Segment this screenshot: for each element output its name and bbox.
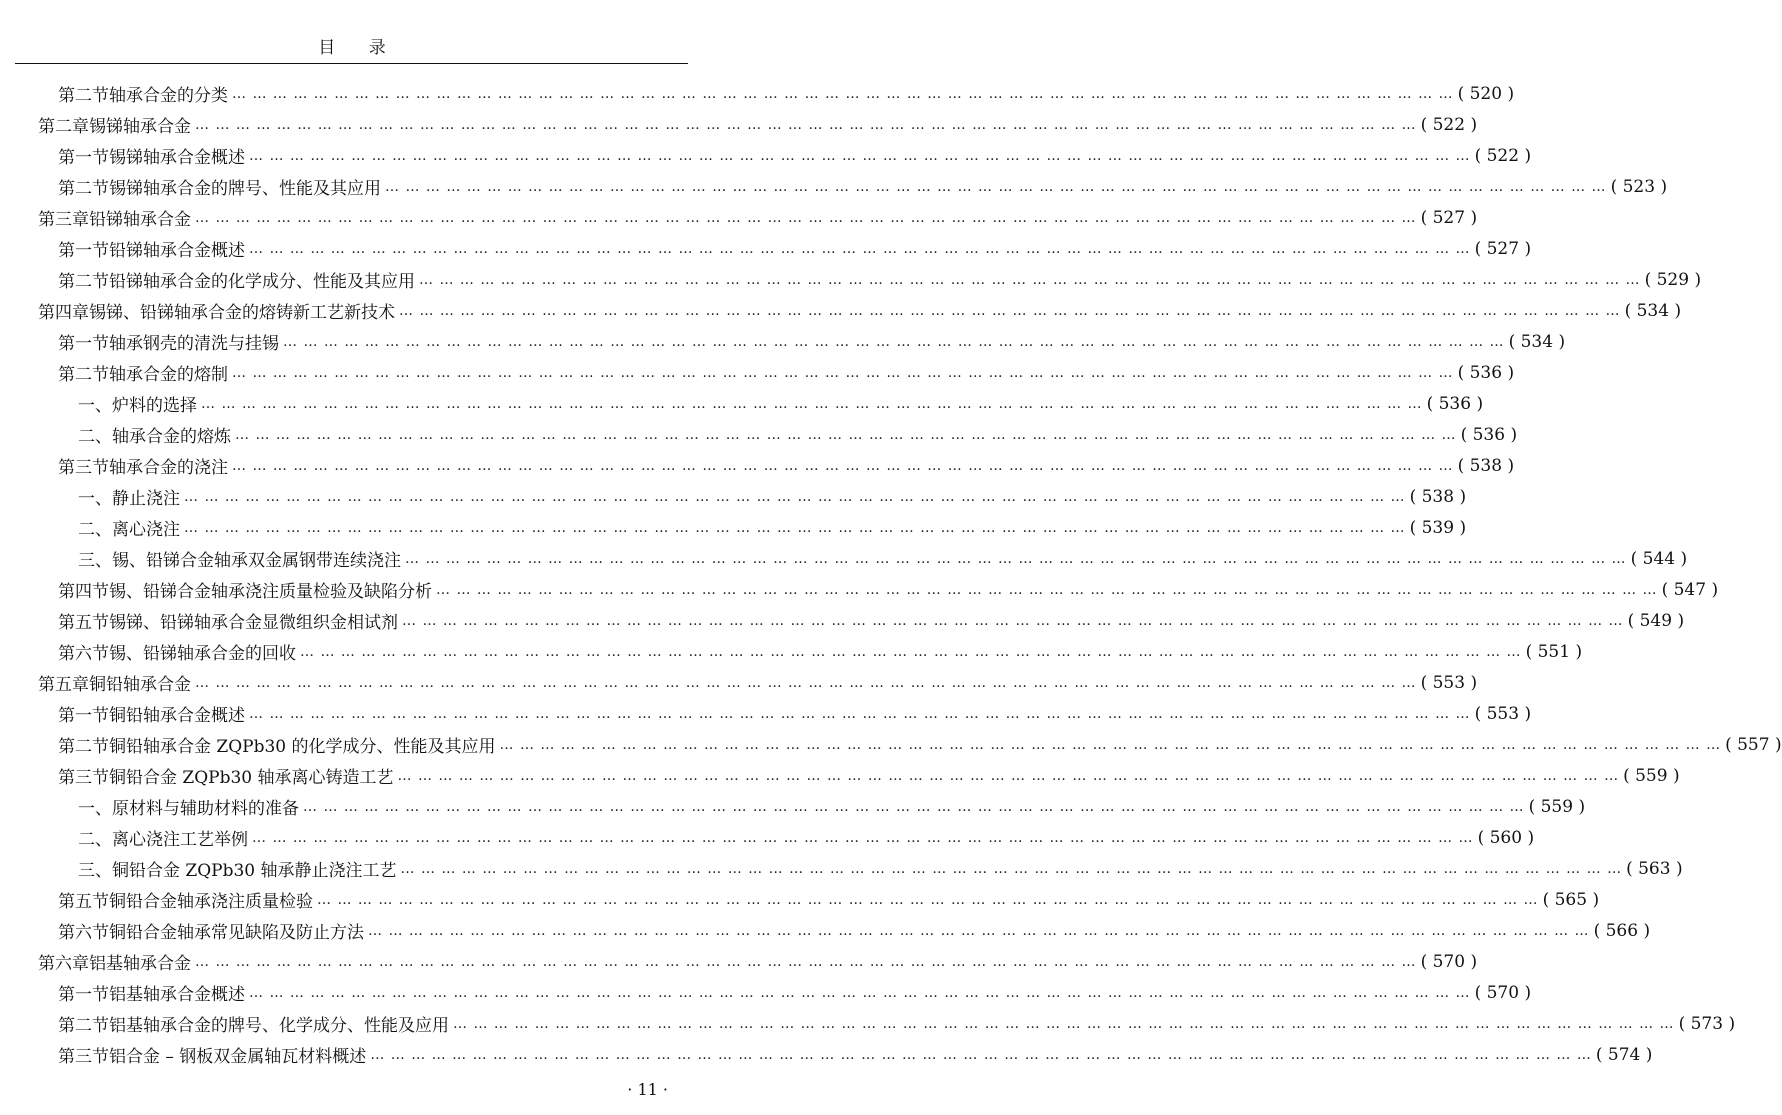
toc-entry-number: 第六节	[58, 644, 109, 664]
toc-entry-page: ( 520 )	[1457, 83, 1515, 104]
toc-entry-page: ( 539 )	[1409, 517, 1467, 538]
toc-dot-leader: … … … … … … … … … … … … … … … … … … … … … … … … … … … … … … … … … … … … … … … … … … … … … … … … … … … … … … … … … … … …	[201, 395, 1423, 412]
toc-dot-leader: … … … … … … … … … … … … … … … … … … … … … … … … … … … … … … … … … … … … … … … … … … … … … … … … … … … … … … … … … … … …	[370, 1046, 1592, 1063]
toc-dot-leader: … … … … … … … … … … … … … … … … … … … … … … … … … … … … … … … … … … … … … … … … … … … … … … … … … … … … … … … … … … … …	[385, 178, 1607, 195]
toc-entry-number: 第一节	[58, 706, 109, 726]
toc-entry-page: ( 570 )	[1474, 982, 1532, 1003]
toc-entry-title: 一、原材料与辅助材料的准备	[78, 799, 299, 819]
toc-entry-title: 铜铅轴承合金概述	[109, 706, 245, 726]
toc-dot-leader: … … … … … … … … … … … … … … … … … … … … … … … … … … … … … … … … … … … … … … … … … … … … … … … … … … … … … … … … … … … …	[402, 612, 1624, 629]
toc-dot-leader: … … … … … … … … … … … … … … … … … … … … … … … … … … … … … … … … … … … … … … … … … … … … … … … … … … … … … … … … … … … …	[368, 922, 1590, 939]
toc-entry-page: ( 534 )	[1624, 300, 1682, 321]
toc-entry[interactable]	[0, 326, 1566, 357]
toc-entry[interactable]	[0, 853, 1683, 884]
toc-entry[interactable]	[0, 140, 1532, 171]
toc-entry[interactable]	[0, 822, 1535, 853]
toc-entry-number: 第四章	[38, 303, 89, 323]
toc-entry[interactable]	[0, 1008, 1736, 1039]
toc-dot-leader: … … … … … … … … … … … … … … … … … … … … … … … … … … … … … … … … … … … … … … … … … … … … … … … … … … … … … … … … … … … …	[397, 767, 1620, 784]
toc-entry-title: 铅锑轴承合金概述	[109, 241, 245, 261]
toc-entry-page: ( 527 )	[1474, 238, 1532, 259]
toc-entry[interactable]	[0, 760, 1680, 791]
toc-entry-title: 铝基轴承合金的牌号、化学成分、性能及应用	[109, 1016, 449, 1036]
toc-entry-title: 铅锑轴承合金	[89, 210, 191, 230]
toc-entry-page: ( 559 )	[1528, 796, 1586, 817]
toc-entry-page: ( 563 )	[1626, 858, 1683, 879]
toc-entry-title: 轴承合金的熔制	[109, 365, 228, 385]
toc-dot-leader: … … … … … … … … … … … … … … … … … … … … … … … … … … … … … … … … … … … … … … … … … … … … … … … … … … … … … … … … … … … …	[283, 333, 1505, 350]
toc-entry-title: 一、炉料的选择	[78, 396, 197, 416]
toc-entry-title: 一、静止浇注	[78, 489, 180, 509]
toc-entry[interactable]	[0, 605, 1685, 636]
toc-entry-title: 二、离心浇注工艺举例	[78, 830, 248, 850]
toc-entry-number: 第六节	[58, 923, 109, 943]
toc-entry-title: 锡锑、铅锑轴承合金的熔铸新工艺新技术	[89, 303, 395, 323]
toc-dot-leader: … … … … … … … … … … … … … … … … … … … … … … … … … … … … … … … … … … … … … … … … … … … … … … … … … … … … … … … … … … … …	[400, 860, 1623, 877]
toc-entry-page: ( 536 )	[1457, 362, 1515, 383]
toc-entry-title: 锡、铅锑轴承合金的回收	[109, 644, 296, 664]
toc-dot-leader: … … … … … … … … … … … … … … … … … … … … … … … … … … … … … … … … … … … … … … … … … … … … … … … … … … … … … … … … … … … …	[232, 364, 1454, 381]
toc-dot-leader: … … … … … … … … … … … … … … … … … … … … … … … … … … … … … … … … … … … … … … … … … … … … … … … … … … … … … … … … … … … …	[195, 953, 1417, 970]
toc-dot-leader: … … … … … … … … … … … … … … … … … … … … … … … … … … … … … … … … … … … … … … … … … … … … … … … … … … … … … … … … … … … …	[499, 736, 1722, 753]
toc-entry[interactable]	[0, 450, 1515, 481]
toc-entry-number: 第三章	[38, 210, 89, 230]
toc-entry-page: ( 529 )	[1644, 269, 1702, 290]
toc-entry-page: ( 553 )	[1474, 703, 1532, 724]
toc-entry-number: 第五节	[58, 892, 109, 912]
toc-entry-number: 第一节	[58, 985, 109, 1005]
toc-entry-title: 轴承合金的分类	[109, 86, 228, 106]
toc-entry[interactable]	[0, 884, 1600, 915]
toc-entry-number: 第二章	[38, 117, 89, 137]
toc-entry-number: 第五节	[58, 613, 109, 633]
toc-entry-title: 铜铅合金轴承常见缺陷及防止方法	[109, 923, 364, 943]
toc-entry-page: ( 527 )	[1420, 207, 1478, 228]
toc-entry[interactable]	[0, 667, 1478, 698]
toc-entry-number: 第四节	[58, 582, 109, 602]
toc-entry[interactable]	[0, 791, 1586, 822]
page-header-title: 目 录	[318, 38, 400, 58]
toc-entry-page: ( 538 )	[1457, 455, 1515, 476]
toc-entry-number: 第五章	[38, 675, 89, 695]
toc-entry-number: 第二节	[58, 272, 109, 292]
toc-entry-page: ( 536 )	[1426, 393, 1484, 414]
toc-entry-number: 第三节	[58, 458, 109, 478]
toc-entry-page: ( 549 )	[1627, 610, 1685, 631]
toc-entry-title: 铜铅合金 ZQPb30 轴承离心铸造工艺	[109, 768, 394, 788]
toc-entry-title: 轴承钢壳的清洗与挂锡	[109, 334, 279, 354]
toc-entry[interactable]	[0, 512, 1467, 543]
toc-dot-leader: … … … … … … … … … … … … … … … … … … … … … … … … … … … … … … … … … … … … … … … … … … … … … … … … … … … … … … … … … … … …	[195, 674, 1417, 691]
toc-entry-title: 铅锑轴承合金的化学成分、性能及其应用	[109, 272, 415, 292]
toc-dot-leader: … … … … … … … … … … … … … … … … … … … … … … … … … … … … … … … … … … … … … … … … … … … … … … … … … … … … … … … … … … … …	[399, 302, 1621, 319]
toc-entry[interactable]	[0, 636, 1583, 667]
toc-entry-page: ( 565 )	[1542, 889, 1600, 910]
toc-entry-title: 铝合金 – 钢板双金属轴瓦材料概述	[109, 1047, 367, 1067]
toc-entry-number: 第二节	[58, 365, 109, 385]
toc-dot-leader: … … … … … … … … … … … … … … … … … … … … … … … … … … … … … … … … … … … … … … … … … … … … … … … … … … … … … … … … … … … …	[419, 271, 1641, 288]
toc-entry[interactable]	[0, 481, 1467, 512]
toc-entry-page: ( 523 )	[1610, 176, 1668, 197]
header-divider	[15, 63, 688, 64]
toc-dot-leader: … … … … … … … … … … … … … … … … … … … … … … … … … … … … … … … … … … … … … … … … … … … … … … … … … … … … … … … … … … … …	[184, 488, 1406, 505]
toc-entry-number: 第二节	[58, 1016, 109, 1036]
toc-entry-page: ( 553 )	[1420, 672, 1478, 693]
toc-dot-leader: … … … … … … … … … … … … … … … … … … … … … … … … … … … … … … … … … … … … … … … … … … … … … … … … … … … … … … … … … … … …	[232, 85, 1454, 102]
toc-dot-leader: … … … … … … … … … … … … … … … … … … … … … … … … … … … … … … … … … … … … … … … … … … … … … … … … … … … … … … … … … … … …	[249, 705, 1471, 722]
toc-entry-title: 铝基轴承合金	[89, 954, 191, 974]
toc-entry-title: 锡锑、铅锑轴承合金显微组织金相试剂	[109, 613, 398, 633]
toc-dot-leader: … … … … … … … … … … … … … … … … … … … … … … … … … … … … … … … … … … … … … … … … … … … … … … … … … … … … … … … … … … … …	[249, 984, 1471, 1001]
toc-entry-title: 铜铅合金轴承浇注质量检验	[109, 892, 313, 912]
toc-entry[interactable]	[0, 264, 1702, 295]
page-number: · 11 ·	[627, 1080, 668, 1099]
toc-dot-leader: … … … … … … … … … … … … … … … … … … … … … … … … … … … … … … … … … … … … … … … … … … … … … … … … … … … … … … … … … … … …	[232, 457, 1454, 474]
toc-entry[interactable]	[0, 388, 1484, 419]
toc-dot-leader: … … … … … … … … … … … … … … … … … … … … … … … … … … … … … … … … … … … … … … … … … … … … … … … … … … … … … … … … … … … …	[195, 209, 1417, 226]
toc-entry-page: ( 538 )	[1409, 486, 1467, 507]
toc-entry-number: 第二节	[58, 86, 109, 106]
toc-entry[interactable]	[0, 946, 1478, 977]
toc-entry-title: 铜铅轴承合金 ZQPb30 的化学成分、性能及其应用	[109, 737, 496, 757]
toc-entry-number: 第三节	[58, 768, 109, 788]
toc-entry-number: 第三节	[58, 1047, 109, 1067]
toc-dot-leader: … … … … … … … … … … … … … … … … … … … … … … … … … … … … … … … … … … … … … … … … … … … … … … … … … … … … … … … … … … … …	[405, 550, 1627, 567]
toc-entry[interactable]	[0, 977, 1532, 1008]
toc-entry-number: 第一节	[58, 241, 109, 261]
toc-entry-page: ( 551 )	[1525, 641, 1583, 662]
toc-entry[interactable]	[0, 78, 1515, 109]
toc-entry-title: 三、铜铅合金 ZQPb30 轴承静止浇注工艺	[78, 861, 397, 881]
toc-entry-page: ( 536 )	[1460, 424, 1518, 445]
toc-entry-page: ( 544 )	[1630, 548, 1688, 569]
toc-entry[interactable]	[0, 295, 1682, 326]
toc-entry-number: 第一节	[58, 334, 109, 354]
toc-entry[interactable]	[0, 543, 1688, 574]
toc-entry-page: ( 566 )	[1593, 920, 1651, 941]
toc-entry-page: ( 522 )	[1474, 145, 1532, 166]
toc-entry-title: 三、锡、铅锑合金轴承双金属钢带连续浇注	[78, 551, 401, 571]
toc-entry-title: 锡锑轴承合金概述	[109, 148, 245, 168]
toc-entry[interactable]	[0, 1039, 1653, 1070]
toc-dot-leader: … … … … … … … … … … … … … … … … … … … … … … … … … … … … … … … … … … … … … … … … … … … … … … … … … … … … … … … … … … … …	[235, 426, 1457, 443]
toc-entry-page: ( 574 )	[1595, 1044, 1653, 1065]
toc-entry-title: 锡锑轴承合金的牌号、性能及其应用	[109, 179, 381, 199]
toc-entry[interactable]	[0, 574, 1719, 605]
toc-entry-title: 二、离心浇注	[78, 520, 180, 540]
toc-entry[interactable]	[0, 357, 1515, 388]
toc-entry-page: ( 547 )	[1661, 579, 1719, 600]
toc-entry-page: ( 559 )	[1623, 765, 1680, 786]
toc-entry-number: 第一节	[58, 148, 109, 168]
toc-entry[interactable]	[0, 729, 1782, 760]
toc-entry[interactable]	[0, 202, 1478, 233]
toc-entry-title: 锡锑轴承合金	[89, 117, 191, 137]
toc-dot-leader: … … … … … … … … … … … … … … … … … … … … … … … … … … … … … … … … … … … … … … … … … … … … … … … … … … … … … … … … … … … …	[300, 643, 1522, 660]
toc-entry-title: 二、轴承合金的熔炼	[78, 427, 231, 447]
toc-entry-page: ( 560 )	[1477, 827, 1535, 848]
toc-entry-number: 第二节	[58, 179, 109, 199]
toc-entry-page: ( 522 )	[1420, 114, 1478, 135]
toc-entry-number: 第二节	[58, 737, 109, 757]
toc-dot-leader: … … … … … … … … … … … … … … … … … … … … … … … … … … … … … … … … … … … … … … … … … … … … … … … … … … … … … … … … … … … …	[252, 829, 1474, 846]
toc-dot-leader: … … … … … … … … … … … … … … … … … … … … … … … … … … … … … … … … … … … … … … … … … … … … … … … … … … … … … … … … … … … …	[453, 1015, 1675, 1032]
toc-dot-leader: … … … … … … … … … … … … … … … … … … … … … … … … … … … … … … … … … … … … … … … … … … … … … … … … … … … … … … … … … … … …	[249, 147, 1471, 164]
toc-dot-leader: … … … … … … … … … … … … … … … … … … … … … … … … … … … … … … … … … … … … … … … … … … … … … … … … … … … … … … … … … … … …	[317, 891, 1539, 908]
toc-entry[interactable]	[0, 419, 1518, 450]
toc-dot-leader: … … … … … … … … … … … … … … … … … … … … … … … … … … … … … … … … … … … … … … … … … … … … … … … … … … … … … … … … … … … …	[303, 798, 1525, 815]
toc-entry-page: ( 573 )	[1678, 1013, 1736, 1034]
toc-entry[interactable]	[0, 915, 1651, 946]
toc-dot-leader: … … … … … … … … … … … … … … … … … … … … … … … … … … … … … … … … … … … … … … … … … … … … … … … … … … … … … … … … … … … …	[436, 581, 1658, 598]
toc-entry-page: ( 534 )	[1508, 331, 1566, 352]
toc-entry[interactable]	[0, 233, 1532, 264]
toc-dot-leader: … … … … … … … … … … … … … … … … … … … … … … … … … … … … … … … … … … … … … … … … … … … … … … … … … … … … … … … … … … … …	[195, 116, 1417, 133]
toc-entry[interactable]	[0, 171, 1668, 202]
toc-entry-page: ( 557 )	[1725, 734, 1782, 755]
toc-entry-page: ( 570 )	[1420, 951, 1478, 972]
toc-entry[interactable]	[0, 109, 1478, 140]
toc-entry-title: 铝基轴承合金概述	[109, 985, 245, 1005]
toc-dot-leader: … … … … … … … … … … … … … … … … … … … … … … … … … … … … … … … … … … … … … … … … … … … … … … … … … … … … … … … … … … … …	[184, 519, 1406, 536]
toc-entry[interactable]	[0, 698, 1532, 729]
toc-dot-leader: … … … … … … … … … … … … … … … … … … … … … … … … … … … … … … … … … … … … … … … … … … … … … … … … … … … … … … … … … … … …	[249, 240, 1471, 257]
toc-entry-title: 铜铅轴承合金	[89, 675, 191, 695]
toc-entry-title: 轴承合金的浇注	[109, 458, 228, 478]
toc-entry-number: 第六章	[38, 954, 89, 974]
toc-entry-title: 锡、铅锑合金轴承浇注质量检验及缺陷分析	[109, 582, 432, 602]
